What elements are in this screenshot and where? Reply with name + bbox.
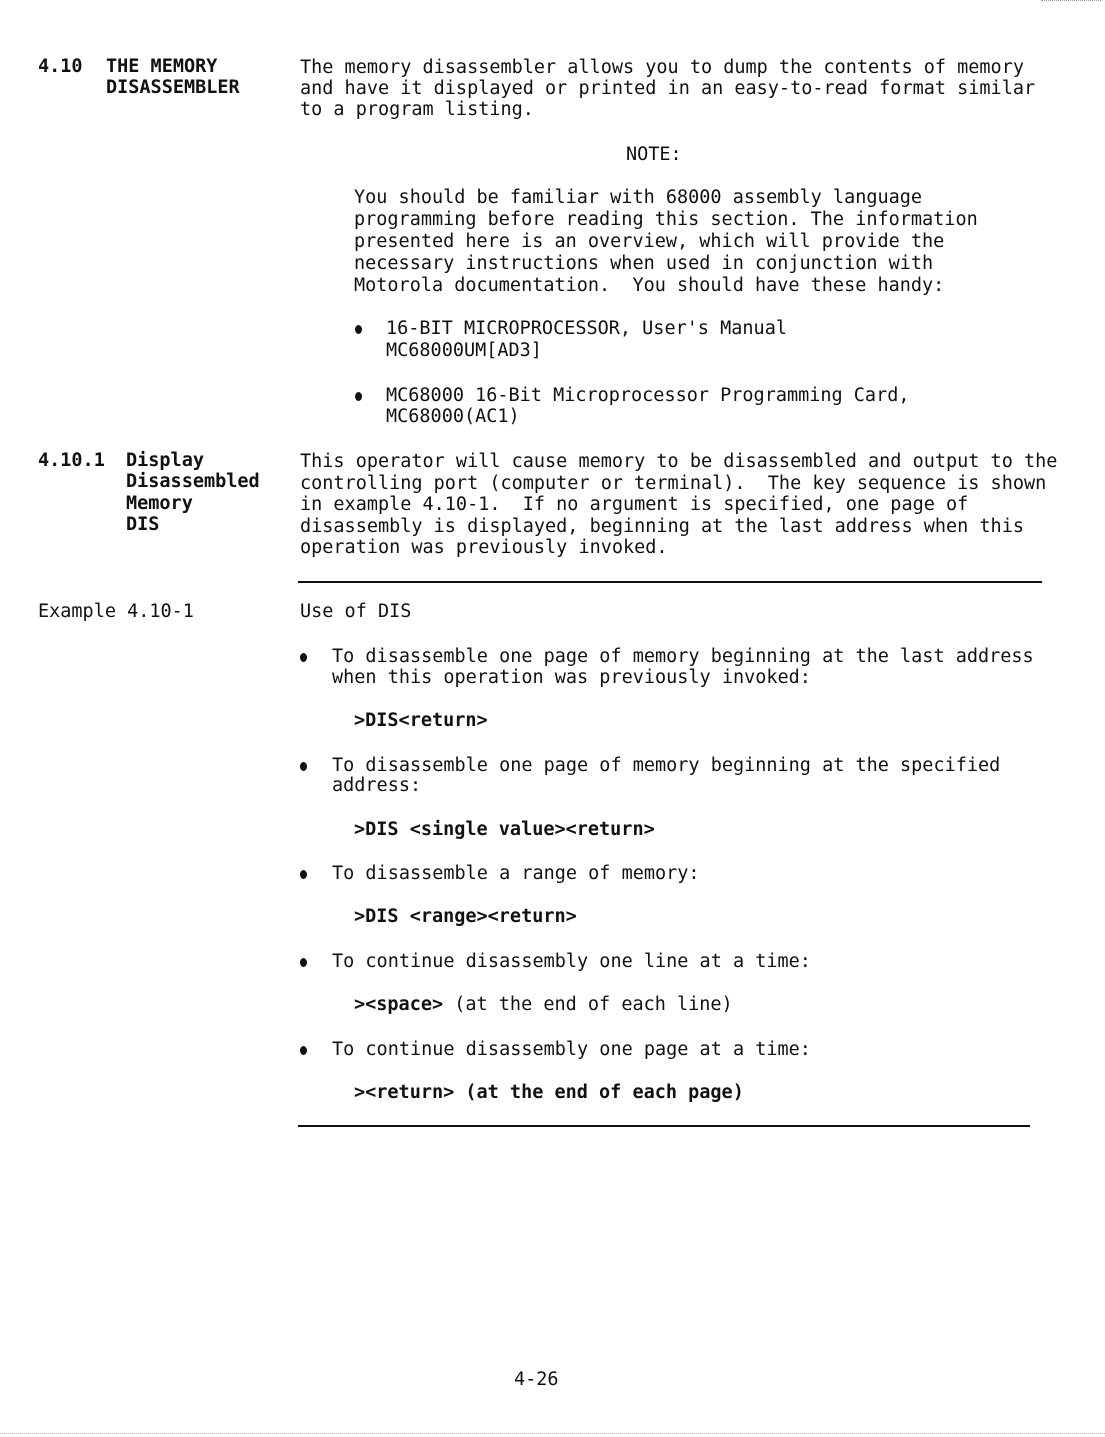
bullet-icon <box>300 653 307 662</box>
command-note: (at the end of each line) <box>443 994 733 1015</box>
scan-corner-artifact <box>1041 0 1101 2</box>
example-item-line: To continue disassembly one line at a time: <box>332 951 811 972</box>
subsection-title-line: DIS <box>126 514 160 535</box>
bullet-icon <box>300 1046 307 1055</box>
example-item-line: To disassemble one page of memory beginning at the specified <box>332 755 1001 776</box>
scan-edge-artifact <box>0 1433 1105 1435</box>
reference-item-line: MC68000 16-Bit Microprocessor Programming Card, <box>386 385 910 406</box>
subsection-body-line: disassembly is displayed, beginning at the last address when this <box>300 516 1024 537</box>
bullet-icon <box>300 870 307 879</box>
note-heading: NOTE: <box>626 144 682 165</box>
example-item-line: To continue disassembly one page at a time: <box>332 1039 811 1060</box>
subsection-body-line: operation was previously invoked. <box>300 537 668 558</box>
example-item-line: To disassemble a range of memory: <box>332 863 700 884</box>
subsection-title-line: Display <box>126 450 204 471</box>
bullet-icon <box>355 392 362 401</box>
example-item-line: address: <box>332 775 422 796</box>
divider <box>298 581 1042 583</box>
bullet-icon <box>300 762 307 771</box>
command-text: ><return> (at the end of each page) <box>354 1082 744 1103</box>
note-line: Motorola documentation. You should have these handy: <box>354 275 945 296</box>
subsection-title-line: Memory <box>126 493 193 514</box>
subsection-body-line: controlling port (computer or terminal). The key sequence is shown <box>300 473 1047 494</box>
divider <box>298 1125 1030 1127</box>
reference-item-line: MC68000(AC1) <box>386 406 520 427</box>
note-line: necessary instructions when used in conjunction with <box>354 253 934 274</box>
command-text: >DIS <single value><return> <box>354 819 655 840</box>
section-title-line-1: THE MEMORY <box>106 56 218 77</box>
page-number: 4-26 <box>514 1369 559 1390</box>
note-line: presented here is an overview, which will provide the <box>354 231 945 252</box>
section-body-line: The memory disassembler allows you to dump the contents of memory <box>300 57 1024 78</box>
example-title: Use of DIS <box>300 601 412 622</box>
subsection-title-line: Disassembled <box>126 471 260 492</box>
reference-item-line: 16-BIT MICROPROCESSOR, User's Manual <box>386 318 787 339</box>
bullet-icon <box>300 958 307 967</box>
example-label: Example 4.10-1 <box>38 601 194 622</box>
bullet-icon <box>355 325 362 334</box>
example-item-line: To disassemble one page of memory beginning at the last address <box>332 646 1034 667</box>
reference-item-line: MC68000UM[AD3] <box>386 340 542 361</box>
command-text: >DIS<return> <box>354 710 488 731</box>
subsection-number: 4.10.1 <box>38 450 105 471</box>
subsection-body-line: in example 4.10-1. If no argument is specified, one page of <box>300 494 969 515</box>
command-key: ><space> <box>354 994 444 1015</box>
note-line: programming before reading this section. The information <box>354 209 978 230</box>
note-line: You should be familiar with 68000 assembly language <box>354 187 923 208</box>
section-number: 4.10 <box>38 56 83 77</box>
section-title-line-2: DISASSEMBLER <box>106 77 240 98</box>
subsection-body-line: This operator will cause memory to be disassembled and output to the <box>300 451 1058 472</box>
section-body-line: and have it displayed or printed in an easy-to-read format similar <box>300 78 1036 99</box>
command-text: >DIS <range><return> <box>354 906 577 927</box>
section-body-line: to a program listing. <box>300 99 534 120</box>
example-item-line: when this operation was previously invoked: <box>332 667 811 688</box>
command-line <box>354 994 733 1016</box>
